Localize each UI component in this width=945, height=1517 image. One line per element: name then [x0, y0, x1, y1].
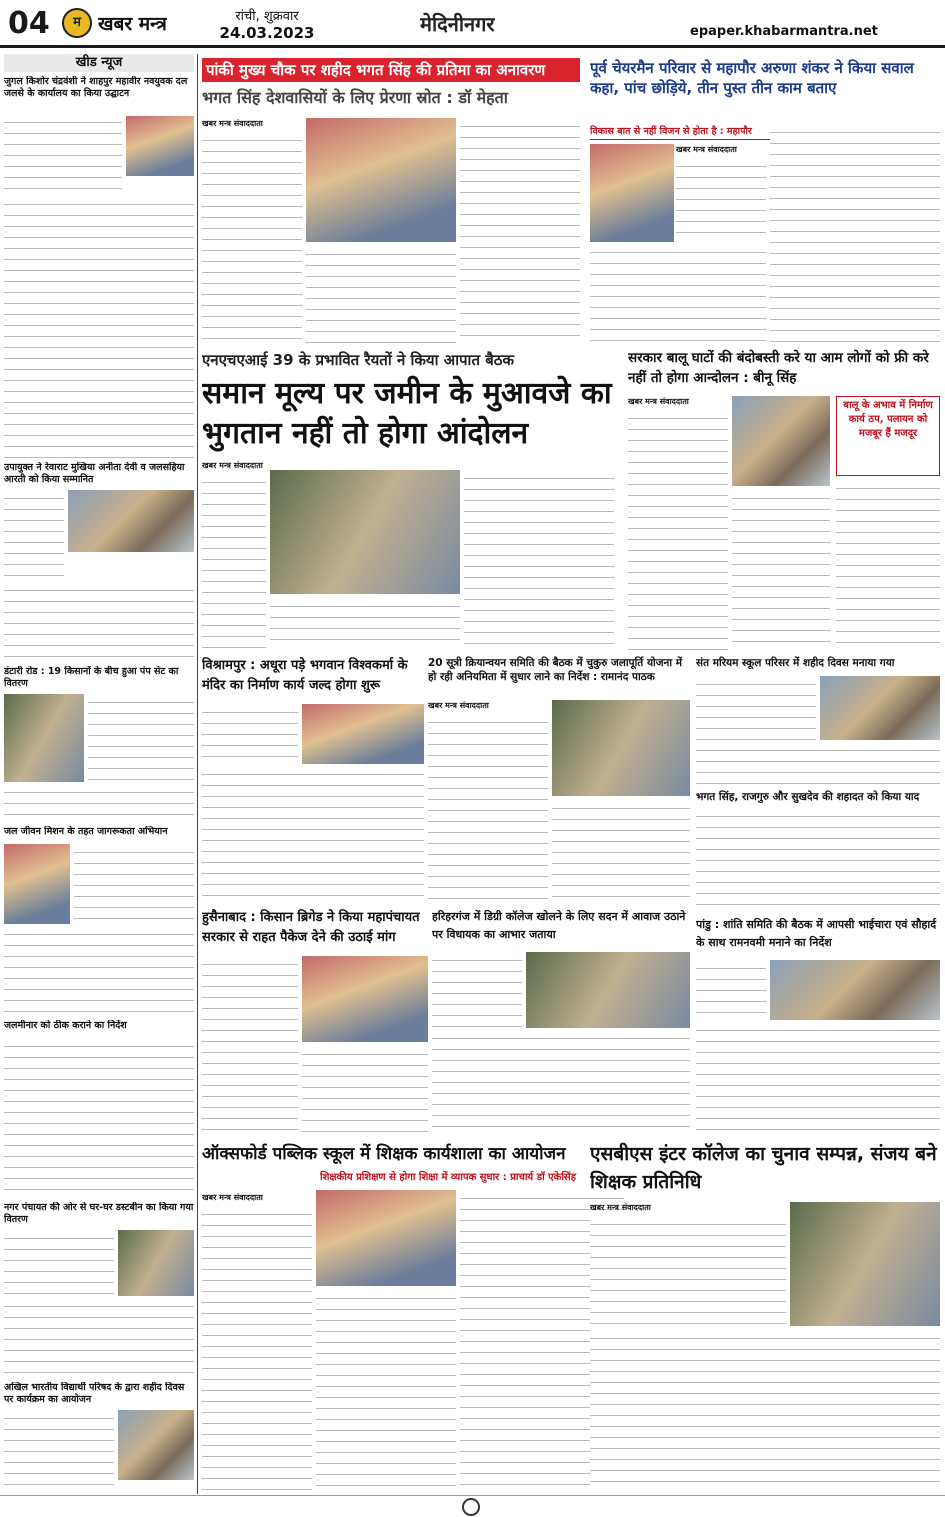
- sidebar-story-headline[interactable]: जुगल किशोर चंद्रवंशी ने शाहपुर महावीर नवयुवक दल जलसे के कार्यालय का किया उद्घाटन: [4, 76, 188, 99]
- story-headline[interactable]: संत मरियम स्कूल परिसर में शहीद दिवस मनाया गया: [696, 657, 895, 669]
- story-headline[interactable]: पांकी मुख्य चौक पर शहीद भगत सिंह की प्रतिमा का अनावरण: [202, 58, 580, 82]
- sidebar-story-body: [4, 1230, 114, 1296]
- story-photo: [552, 700, 690, 796]
- brand-logo-icon: म: [62, 8, 92, 38]
- sidebar-story-headline[interactable]: अखिल भारतीय विद्यार्थी परिषद के द्वारा शहीद दिवस पर कार्यक्रम का आयोजन: [4, 1382, 185, 1405]
- story-subhead: शिक्षकीय प्रशिक्षण से होगा शिक्षा में व्यापक सुधार : प्राचार्य डॉ एकेसिंह: [320, 1172, 577, 1183]
- story-headline[interactable]: हुसैनाबाद : किसान ब्रिगेड ने किया महापंचायत सरकार से राहत पैकेज देने की उठाई मांग: [202, 910, 420, 945]
- story-headline[interactable]: हरिहरगंज में डिग्री कॉलेज खोलने के लिए सदन में आवाज उठाने पर विधायक का आभार जताया: [432, 910, 686, 941]
- story-byline: खबर मन्त्र संवाददाता: [202, 119, 263, 128]
- story-body: [202, 474, 266, 650]
- sidebar-story-photo: [126, 116, 194, 176]
- story-body: [696, 960, 766, 1020]
- story-byline: खबर मन्त्र संवाददाता: [590, 1203, 651, 1212]
- sidebar-story-headline[interactable]: नगर पंचायत की ओर से घर-घर डस्टबीन का किया गया वितरण: [4, 1202, 194, 1225]
- sidebar-story-body: [4, 582, 194, 662]
- masthead: [0, 0, 945, 48]
- story-subhead: भगत सिंह देशवासियों के लिए प्रेरणा स्रोत : डॉ मेहता: [202, 88, 508, 107]
- sidebar-story-headline[interactable]: जलमीनार को ठीक कराने का निर्देश: [4, 1020, 127, 1031]
- story-body: [202, 132, 302, 344]
- story-body: [590, 1216, 786, 1326]
- story-headline[interactable]: विश्रामपुर : अधूरा पड़े भगवान विश्वकर्मा के मंदिर का निर्माण कार्य जल्द होगा शुरू: [202, 658, 408, 693]
- story-photo: [270, 470, 460, 594]
- story-body: [770, 124, 940, 344]
- story-body: [836, 480, 940, 650]
- registration-mark-icon: [462, 1498, 480, 1516]
- sidebar-story-body: [4, 1038, 194, 1198]
- story-photo: [302, 956, 428, 1042]
- story-byline: खबर मन्त्र संवाददाता: [628, 397, 689, 406]
- sidebar-story-photo: [118, 1230, 194, 1296]
- sidebar-story-body: [4, 784, 194, 824]
- story-byline: खबर मन्त्र संवाददाता: [676, 145, 737, 154]
- story-body: [202, 1206, 312, 1492]
- story-photo: [732, 396, 830, 486]
- story-photo: [820, 676, 940, 740]
- sidebar-story-photo: [4, 844, 70, 924]
- sidebar-story-body: [88, 694, 194, 782]
- story-body: [202, 766, 424, 906]
- story-body: [696, 676, 816, 740]
- story-kicker: विकास बात से नहीं विजन से होता है : महापौर: [590, 124, 790, 140]
- story-photo: [316, 1190, 456, 1286]
- story-body: [464, 470, 614, 650]
- sidebar-story-body: [4, 1410, 114, 1488]
- story-body: [590, 1330, 940, 1492]
- story-photo: [302, 704, 424, 764]
- column-rule: [197, 54, 198, 1494]
- sidebar-story-headline[interactable]: उपायुक्त ने रेवाराट मुखिया अनीता देवी व जलसहिया आरती को किया सम्मानित: [4, 462, 185, 485]
- story-body: [696, 1022, 940, 1136]
- story-body: [316, 1290, 456, 1492]
- story-headline[interactable]: सरकार बालू घाटों की बंदोबस्ती करे या आम लोगों को फ्री करे नहीं तो होगा आन्दोलन : बीनू सिंह: [628, 350, 929, 386]
- sidebar-story-body: [4, 1298, 194, 1378]
- story-photo: [590, 144, 674, 242]
- story-body: [628, 410, 728, 650]
- story-headline[interactable]: 20 सूत्री क्रियान्वयन समिति की बैठक में चुकुरु जलापूर्ति योजना में हो रही अनियमिता में सुधार लाने का निर्देश : रामानंद पाठक: [428, 657, 683, 683]
- story-byline: खबर मन्त्र संवाददाता: [202, 1193, 263, 1202]
- sidebar-story-photo: [118, 1410, 194, 1480]
- page-footer: [0, 1495, 945, 1517]
- story-body: [202, 956, 298, 1136]
- story-body: [676, 158, 766, 242]
- sidebar-story-photo: [4, 694, 84, 782]
- sidebar-section-label: खीड न्यूज: [4, 54, 194, 72]
- story-body: [696, 808, 940, 912]
- story-body: [732, 490, 830, 650]
- sidebar: [4, 54, 194, 1494]
- story-body: [306, 246, 456, 344]
- story-headline[interactable]: समान मूल्य पर जमीन के मुआवजे का भुगतान नहीं तो होगा आंदोलन: [202, 376, 612, 451]
- sidebar-story-body: [4, 114, 122, 194]
- dateline-date: 24.03.2023: [219, 24, 315, 42]
- story-body: [202, 704, 298, 764]
- story-headline[interactable]: पांडु : शांति समिति की बैठक में आपसी भाईचारा एवं सौहार्द के साथ रामनवमी मनाने का निर्देश: [696, 918, 937, 949]
- story-kicker: एनएचएआई 39 के प्रभावित रैयतों ने किया आपात बैठक: [202, 351, 515, 369]
- story-headline[interactable]: भगत सिंह, राजगुरु और सुखदेव की शहादत को किया याद: [696, 791, 920, 803]
- epaper-link[interactable]: epaper.khabarmantra.net: [690, 24, 878, 39]
- story-byline: खबर मन्त्र संवाददाता: [202, 461, 263, 470]
- story-body: [552, 800, 690, 906]
- story-headline[interactable]: एसबीएस इंटर कॉलेज का चुनाव सम्पन्न, संजय बने शिक्षक प्रतिनिधि: [590, 1143, 937, 1193]
- story-headline[interactable]: ऑक्सफोर्ड पब्लिक स्कूल में शिक्षक कार्यशाला का आयोजन: [202, 1144, 566, 1164]
- sidebar-story-headline[interactable]: जल जीवन मिशन के तहत जागरूकता अभियान: [4, 826, 168, 837]
- sidebar-story-photo: [68, 490, 194, 552]
- story-photo: [306, 118, 456, 242]
- story-body: [302, 1046, 428, 1136]
- sidebar-story-body: [4, 926, 194, 1016]
- story-body: [432, 952, 522, 1028]
- sidebar-story-body: [4, 490, 64, 580]
- story-body: [270, 598, 460, 650]
- story-photo: [526, 952, 690, 1028]
- story-photo: [770, 960, 940, 1020]
- brand-name: खबर मन्त्र: [98, 13, 167, 35]
- page-number: 04: [8, 6, 50, 41]
- sidebar-story-headline[interactable]: डंटारी रोड : 19 किसानों के बीच हुआ पंप सेट का वितरण: [4, 666, 179, 689]
- dateline-city: रांची, शुक्रवार: [235, 9, 299, 24]
- story-body: [432, 1030, 690, 1136]
- story-pullquote: बालू के अभाव में निर्माण कार्य ठप, पलायन को मजबूर हैं मजदूर: [836, 396, 940, 476]
- sidebar-story-body: [74, 844, 194, 924]
- sidebar-story-body: [4, 196, 194, 458]
- story-body: [460, 118, 580, 344]
- story-body: [590, 244, 766, 344]
- story-photo: [790, 1202, 940, 1326]
- story-headline[interactable]: पूर्व चेयरमैन परिवार से महापौर अरुणा शंकर ने किया सवाल कहा, पांच छोड़िये, तीन पुस्त तीन काम बताए: [590, 59, 914, 97]
- dateline: [212, 6, 322, 42]
- story-byline: खबर मन्त्र संवाददाता: [428, 701, 489, 710]
- page-title: मेदिनीनगर: [420, 12, 495, 36]
- story-body: [428, 714, 548, 906]
- story-body: [696, 742, 940, 786]
